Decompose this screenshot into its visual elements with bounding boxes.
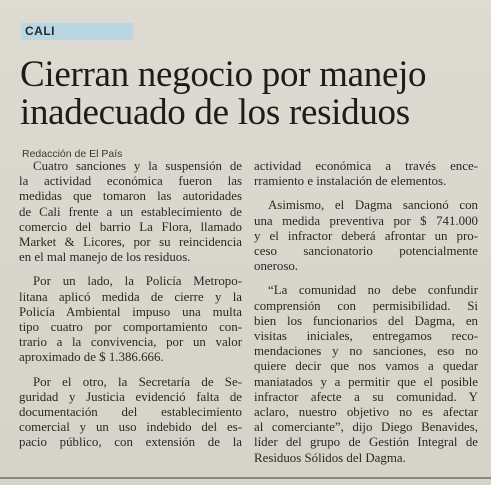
- headline-line-2: inadecuado de los residuos: [20, 92, 410, 133]
- article-line: comercial y un uso indebido del es-: [19, 420, 242, 435]
- article-line: Policía Ambiental impuso una multa: [19, 304, 242, 319]
- paragraph-gap: [19, 265, 242, 274]
- article-line: litana aplicó medida de cierre y la: [19, 289, 242, 304]
- article-line: Residuos Sólidos del Dagma.: [254, 450, 406, 465]
- paragraph-gap: [254, 274, 478, 283]
- bottom-rule: [0, 477, 491, 479]
- article-line: infractor afecte a su comunidad. Y: [254, 389, 478, 404]
- article-line: la actividad económica fueron las: [19, 174, 242, 189]
- article-line: al comerciante”, dijo Diego Benavides,: [254, 420, 478, 435]
- article-line: ceso sancionatorio potencialmente: [254, 244, 478, 259]
- article-line: bien los funcionarios del Dagma, en: [254, 313, 478, 328]
- article-line: aclaro, nuestro objetivo no es afectar: [254, 405, 478, 420]
- section-tag: [21, 23, 133, 40]
- article-line: quiere decir que nos vamos a quedar: [254, 359, 478, 374]
- article-line: en el mal manejo de los residuos.: [19, 250, 191, 265]
- paragraph-gap: [254, 189, 478, 198]
- article-line: oneroso.: [254, 259, 299, 274]
- article-line: visitas iniciales, entregamos reco-: [254, 329, 478, 344]
- article-line: de Cali frente a un establecimiento de: [19, 204, 242, 219]
- article-line: mendaciones y no sanciones, eso no: [254, 344, 478, 359]
- article-line: medidas que tomaron las autoridades: [19, 189, 242, 204]
- paragraph-gap: [19, 366, 242, 375]
- article-line: documentación del establecimiento: [19, 405, 242, 420]
- article-line: Cuatro sanciones y la suspensión de: [33, 159, 242, 173]
- byline: Redacción de El País: [22, 148, 123, 160]
- article-line: comprensión con permisibilidad. Si: [254, 298, 478, 313]
- article-line: una medida preventiva por $ 741.000: [254, 213, 478, 228]
- article-line: trario a la convivencia, por un valor: [19, 335, 242, 350]
- article-line: maniatados y a permitir que el posible: [254, 374, 478, 389]
- article-line: guridad y Justicia evidenció falta de: [19, 389, 242, 404]
- article-column-right: [254, 159, 478, 466]
- article-line: “La comunidad no debe confundir: [268, 283, 478, 298]
- article-line: Por un lado, la Policía Metropo-: [33, 274, 242, 289]
- article-line: líder del grupo de Gestión Integral de: [254, 435, 478, 450]
- headline-line-1: Cierran negocio por manejo: [20, 54, 427, 95]
- article-line: Market & Licores, por su reincidencia: [19, 235, 242, 250]
- article-line: Asimismo, el Dagma sancionó con: [268, 198, 478, 213]
- section-tag-label: CALI: [25, 24, 55, 38]
- article-line: comercio del barrio La Flora, llamado: [19, 219, 242, 234]
- article-line: tipo cuatro por comportamiento con-: [19, 320, 242, 335]
- article-line: actividad económica a través ence-: [254, 159, 478, 173]
- headline: [20, 56, 480, 132]
- article-line: rramiento e instalación de elementos.: [254, 174, 447, 189]
- article-line: aproximado de $ 1.386.666.: [19, 350, 164, 365]
- article-line: pacio público, con extensión de la: [19, 435, 242, 450]
- article-line: Por el otro, la Secretaría de Se-: [33, 374, 242, 389]
- article-column-left: [19, 159, 242, 451]
- article-line: y el infractor deberá afrontar un pro-: [254, 228, 478, 243]
